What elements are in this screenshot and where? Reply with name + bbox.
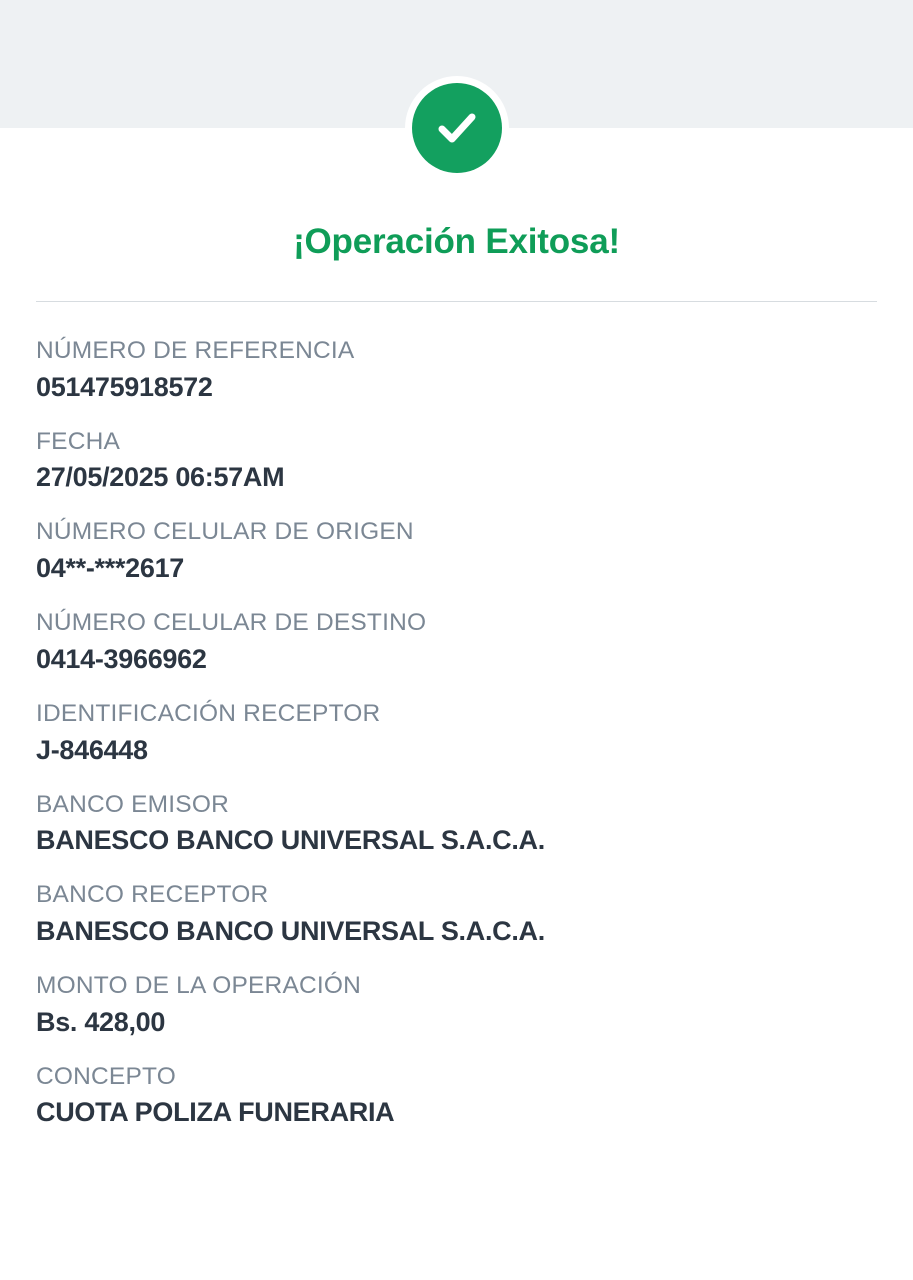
receipt-field — [36, 1062, 881, 1131]
receipt-field — [36, 336, 881, 405]
field-value: 04**-***2617 — [36, 553, 185, 584]
field-value: CUOTA POLIZA FUNERARIA — [36, 1097, 395, 1128]
field-label: BANCO EMISOR — [36, 790, 229, 818]
field-label: NÚMERO DE REFERENCIA — [36, 337, 355, 364]
page-title: ¡Operación Exitosa! — [293, 222, 620, 261]
success-badge — [0, 76, 913, 180]
field-value: 0414-3966962 — [36, 643, 207, 674]
receipt-field — [36, 517, 881, 586]
field-label: CONCEPTO — [36, 1062, 176, 1090]
field-label: NÚMERO CELULAR DE DESTINO — [36, 609, 427, 637]
receipt-field — [36, 608, 881, 677]
field-label: IDENTIFICACIÓN RECEPTOR — [36, 699, 381, 727]
field-value: Bs. 428,00 — [36, 1006, 166, 1037]
field-value: 27/05/2025 06:57AM — [36, 462, 285, 493]
receipt-field — [36, 971, 881, 1040]
divider — [36, 301, 877, 302]
field-label: FECHA — [36, 427, 121, 455]
field-value: J-846448 — [36, 734, 148, 765]
field-label: MONTO DE LA OPERACIÓN — [36, 972, 362, 1000]
receipt-field — [36, 880, 881, 949]
check-circle-icon — [412, 83, 502, 173]
field-value: BANESCO BANCO UNIVERSAL S.A.C.A. — [36, 915, 545, 946]
receipt-field — [36, 427, 881, 496]
field-value: BANESCO BANCO UNIVERSAL S.A.C.A. — [36, 825, 545, 856]
field-label: NÚMERO CELULAR DE ORIGEN — [36, 518, 414, 546]
receipt-field-list — [36, 336, 881, 1152]
field-label: BANCO RECEPTOR — [36, 881, 269, 909]
field-value: 051475918572 — [36, 371, 213, 402]
receipt-field — [36, 790, 881, 859]
badge-outer-ring — [405, 76, 509, 180]
receipt-field — [36, 699, 881, 768]
